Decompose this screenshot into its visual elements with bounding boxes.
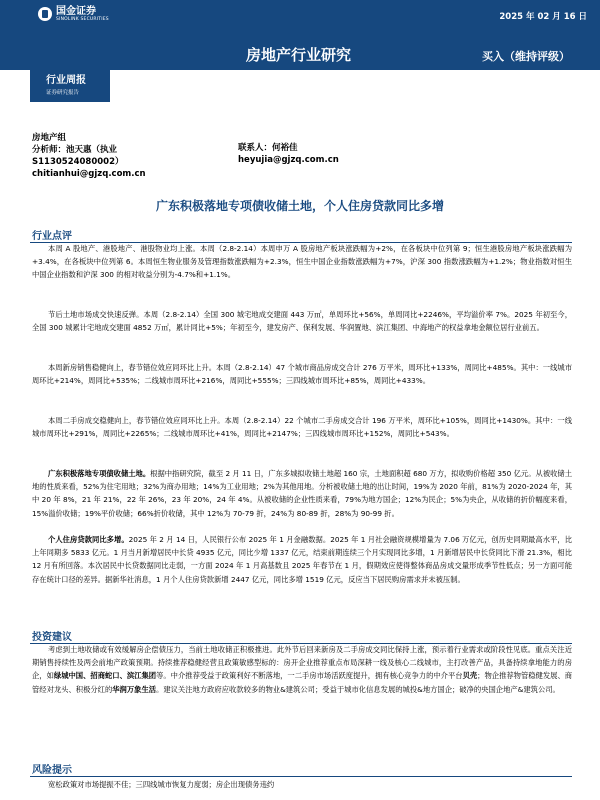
- report-title: 房地产行业研究: [246, 46, 352, 64]
- report-date: 2025 年 02 月 16 日: [499, 12, 587, 22]
- section-title-industry: 行业点评: [32, 231, 72, 242]
- report-type: 行业周报: [46, 75, 86, 86]
- paragraph-land-market: 节后土地市场成交快速反弹。本周（2.8-2.14）全国 300 城宅地成交建面 443 万㎡，单周环比+56%，单周同比+2246%，平均溢价率 7%。2025 年初至今，全国 300 城累计宅地成交建面 4852 万㎡，累计同比+5%；年初至今，建发房产、保利发展、华润置地、滨江集团、中海地产的权益拿地金额位居行业前五。: [32, 310, 572, 333]
- section-title-risk: 风险提示: [32, 765, 72, 776]
- analyst-license: S1130524080002）: [32, 157, 124, 167]
- contact-block: [238, 142, 339, 166]
- land-storage-body: 根据中指研究院，截至 2 月 11 日，广东多城拟收储土地超 160 宗，土地面积超 680 万方，拟收购价格超 350 亿元。从被收储土地的性质来看，52%为住宅用地；32%为商办用地；14%为工业用地；2%为其他用地。分析被收储土地的出让时间，19%为 2020 年前，81%为 2020-2024 年，其中 20 年 8%，21 年 21%，22 年 26%，23 年 20%，24 年 4%。从被收储的企业性质来看，79%为地方国企；12%为民企；5%为央企，从收储的折价幅度来看，15%溢价收储；19%平价收储；66%折价收储，其中 12%为 70-79 折，24%为 80-89 折，28%为 90-99 折。: [32, 469, 573, 518]
- investment-pick-crmixc: 华润万象生活: [112, 684, 157, 694]
- report-subtype: 证券研究报告: [46, 90, 80, 96]
- investment-pick-beike: 贝壳: [462, 671, 478, 681]
- investment-text-3: ；物企推荐物管稳健发展、商管经对龙头、积极分红的: [32, 671, 573, 694]
- paragraph-stock-market: 本周 A 股地产、港股地产、港股物业均上涨。本周（2.8-2.14）本周申万 A 股房地产板块涨跌幅为+2%，在各板块中位列第 9；恒生港股房地产板块涨跌幅为+3.4%，在各板块中位列第 6。本周恒生物业服务及管理指数涨跌幅为+2.3%，恒生中国企业指数涨跌幅为+7%，沪深 300 指数涨跌幅为+1.2%；物业指数对恒生中国企业指数和沪深 300 的相对收益分别为-4.7%和+1.1%。: [32, 244, 572, 280]
- analyst-email[interactable]: chitianhui@gjzq.com.cn: [32, 169, 146, 179]
- report-rating: 买入（维持评级）: [482, 50, 570, 63]
- analyst-group: 房地产组: [32, 133, 67, 143]
- section-divider: [30, 776, 572, 777]
- sinolink-logo: [38, 6, 109, 23]
- investment-stock-picks: 绿城中国、招商蛇口、滨江集团: [53, 671, 157, 681]
- sinolink-logo-icon: [38, 7, 52, 21]
- logo-en-text: SINOLINK SECURITIES: [56, 17, 109, 22]
- housing-loan-lead: 个人住房贷款同比多增。: [48, 535, 129, 544]
- paragraph-housing-loan: [32, 533, 572, 586]
- housing-loan-body: 2025 年 2 月 14 日，人民银行公布 2025 年 1 月金融数据。2025 年 1 月社会融资规模增量为 7.06 万亿元，创历史同期最高水平，比上年同期多 5833 亿元。1 月当月新增居民中长贷 4935 亿元，同比少增 1337 亿元，结束前期连续三个月实现同比多增，1 月新增居民中长贷同比下滑 21.3%，相比 12 月有所回落。本次居民中长贷数据同比走弱，一方面 2024 年 1 月高基数且 2025 年春节在 1 月，假期效应使得整体商品房成交量形成季节性低点；另一方面可能存在统计口径的差异。据新华社消息，1 月个人住房贷款新增 2447 亿元，同比多增 1519 亿元，反应当下居民购房需求并未被压制。: [32, 535, 573, 584]
- contact-name: 联系人：何裕佳: [238, 143, 298, 153]
- paragraph-second-hand-sales: 本周二手房成交稳健向上，春节错位效应同环比上升。本周（2.8-2.14）22 个城市二手房成交合计 196 万平米，周环比+105%，周同比+1430%。其中：一线城市周环比+291%，周同比+2265%；二线城市周环比+41%，周同比+2147%；三四线城市周环比+152%，周同比+543%。: [32, 416, 572, 439]
- paragraph-risk: 宽松政策对市场提振不佳；三四线城市恢复力度弱；房企出现债务违约: [48, 780, 275, 789]
- section-title-investment: 投资建议: [32, 632, 72, 643]
- paragraph-investment: [32, 643, 572, 696]
- contact-email[interactable]: heyujia@gjzq.com.cn: [238, 155, 339, 165]
- land-storage-lead: 广东积极落地专项债收储土地。: [48, 469, 151, 478]
- paragraph-land-storage: [32, 467, 572, 520]
- logo-cn-text: 国金证券: [56, 6, 96, 17]
- investment-text-4: 。建议关注地方政府应收款较多的物业&建筑公司；受益于城市化信息发展的城投&地方国企；破净的央国企地产&建筑公司。: [156, 684, 560, 694]
- report-headline: 广东积极落地专项债收储土地，个人住房贷款同比多增: [155, 199, 444, 213]
- investment-text-1: 考虑到土地收储或有效缓解房企偿债压力，当前土地收储正积极推进。此外节后回来新房及二手房成交同比保持上涨，预示着行业需求或阶段性见底。重点关注近期销售持续性及两会前地产政策预期。持续推荐稳健经营且政策敏感型标的：房开企业推荐重点布局深耕一线及核心二线城市，主打改善产品，具备持续拿地能力的房企，如: [32, 645, 572, 681]
- investment-text-2: 等。中介推荐受益于政策利好不断落地，一二手房市场活跃度提升，拥有核心竞争力的中介平台: [156, 671, 463, 681]
- analyst-block: [32, 132, 146, 180]
- analyst-name: 分析师：池天惠（执业: [32, 145, 118, 155]
- paragraph-new-home-sales: 本周新房销售稳健向上，春节错位效应同环比上升。本周（2.8-2.14）47 个城市商品房成交合计 276 万平米，周环比+133%，周同比+485%。其中：一线城市周环比+214%，周同比+535%；二线城市周环比+216%，周同比+555%；三四线城市周环比+85%，周同比+433%。: [32, 363, 572, 386]
